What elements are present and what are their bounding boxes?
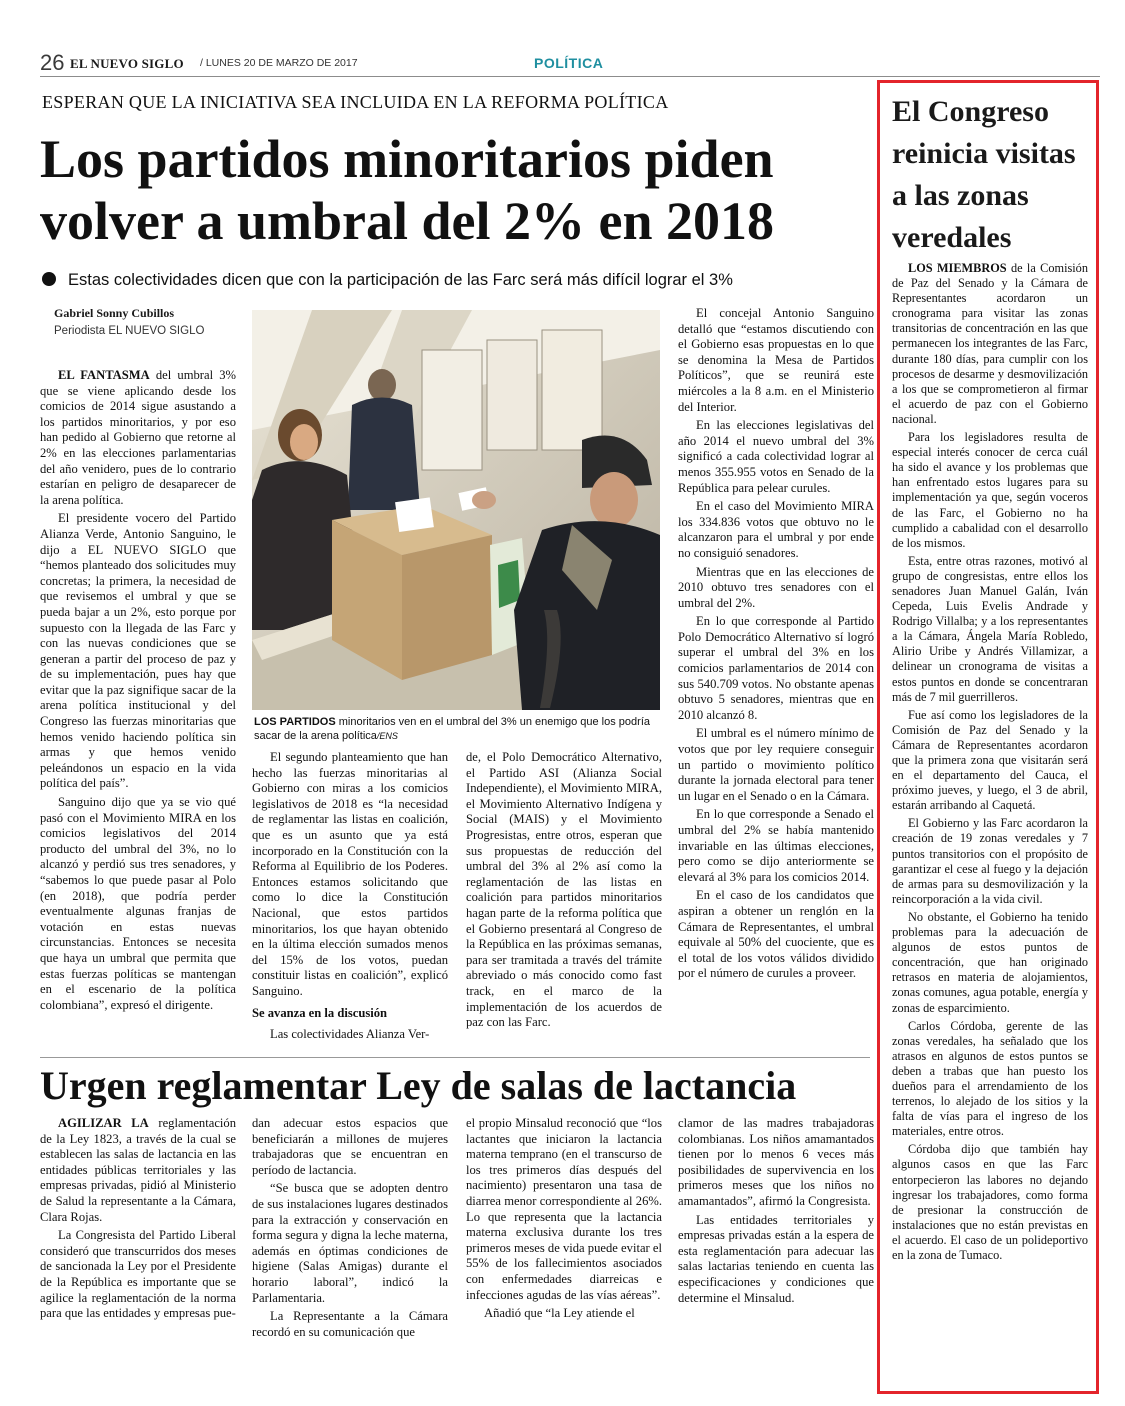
sidebar-body: [892, 261, 1088, 1266]
paragraph: dan adecuar estos espacios que beneficiarán a millones de mujeres trabajadoras que se encuentran en período de lactancia.: [252, 1116, 448, 1177]
paragraph: Córdoba dijo que también hay algunos casos en que las Farc entorpecieron las labores no dejando ingresar los trabajadores, como forma de presionar la construcción de instalaciones que no están previstas en el acuerdo. El caso de un polideportivo en la zona de Tumaco.: [892, 1142, 1088, 1262]
story-divider: [40, 1057, 870, 1058]
paragraph: En las elecciones legislativas del año 2014 el nuevo umbral del 3% significó a cada colectividad lograr al menos 355.955 votos en Senado de la República para pelear curules.: [678, 418, 874, 495]
caption-lead: LOS PARTIDOS: [254, 716, 336, 728]
paragraph: de, el Polo Democrático Alternativo, el Partido ASI (Alianza Social Independiente), el Movimiento MIRA, el Movimiento Alternativo Indígena y Social (MAIS) y el Movimiento Progresistas, entre otros, esperan que sus propuestas de reducción del umbral del 3% al 2% así como la reglamentación de las listas en coalición para partidos minoritarios hagan parte de la reforma política que el Gobierno presentará al Congreso de la República en las próximas semanas, para ser tramitada a través del trámite abreviado o más conocido como fast track, en el marco de la implementación de los acuerdos de paz con las Farc.: [466, 750, 662, 1030]
byline: [54, 306, 204, 337]
paragraph: EL FANTASMA del umbral 3% que se viene aplicando desde los comicios de 2014 sigue asustando a los partidos minoritarios, y por eso han pedido al Gobierno que retorne al 2% en las elecciones parlamentarias del año venidero, pues de lo contrario estarían en peligro de desaparecer de la arena política.: [40, 368, 236, 507]
paragraph: El Gobierno y las Farc acordaron la creación de 19 zonas veredales y 7 puntos transitorios con el propósito de garantizar el cese al fuego y la dejación de armas para su desmovilización y la reincorporación a la vida civil.: [892, 816, 1088, 906]
paragraph: Las entidades territoriales y empresas privadas están a la espera de esta reglamentación para adecuar las salas lactarias teniendo en cuenta las especificaciones y condiciones que determine el Minsalud.: [678, 1212, 874, 1305]
main-column-4: [678, 306, 874, 985]
main-headline: [40, 128, 870, 252]
paragraph: La Congresista del Partido Liberal consideró que transcurridos dos meses de sancionada la Ley por el Presidente de la República es importante que se agilice la reglamentación de la norma para que las entidades y empresas pue-: [40, 1228, 236, 1321]
paragraph: En el caso de los candidatos que aspiran a obtener un renglón en la Cámara de Representantes, el umbral equivale al 50% del cuociente, que es el total de los votos válidos dividido por el número de curules a proveer.: [678, 888, 874, 981]
ballot-box-photo: [252, 310, 660, 710]
byline-author: Gabriel Sonny Cubillos: [54, 306, 175, 320]
photo-caption: [254, 715, 659, 743]
caption-text: minoritarios ven en el umbral del 3% un enemigo que los podría sacar de la arena política: [254, 716, 650, 742]
paragraph: clamor de las madres trabajadoras colombianas. Los niños amamantados tienen por lo menos 6 veces más posibilidades de supervivencia en los primeros meses que los niños no amamantados”, afirmó la Congresista.: [678, 1116, 874, 1208]
paragraph: En lo que corresponde a Senado el umbral del 2% se había mantenido invariable en las últimas elecciones, pero como se dijo anteriormente se elevará al 3% para los comicios 2014.: [678, 807, 874, 884]
paragraph: Sanguino dijo que ya se vio qué pasó con el Movimiento MIRA en los comicios legislativos del 2014 producto del umbral del 3%, no lo alcanzó y perdió sus tres senadores, y “sabemos lo que puede pasar al Polo (en 2018), que podría perder eventualmente algunas franjas de votación en estas nuevas circunstancias. Entonces se necesita que haya un umbral que permita que estas fuerzas políticas se mantengan en el escenario de la política colombiana”, expresó el dirigente.: [40, 795, 236, 1012]
main-deck: [42, 271, 733, 290]
main-headline-line1: Los partidos minoritarios piden: [40, 129, 774, 189]
lead-in: EL FANTASMA: [58, 368, 150, 382]
page-number: 26: [40, 50, 65, 75]
main-column-3: [466, 750, 662, 1034]
second-column-1: [40, 1116, 236, 1325]
main-column-1: [40, 368, 236, 1016]
photo-illustration: [252, 310, 660, 710]
paragraph: Las colectividades Alianza Ver-: [270, 1027, 430, 1042]
paragraph: el propio Minsalud reconoció que “los lactantes que iniciaron la lactancia materna temprano (en el transcurso de los tres primeros días después del nacimiento) presentaron una tasa de diarrea menor correspondiente al 26%. Lo que representa que la lactancia materna exclusiva durante los tres primeros meses de vida puede evitar el 55% de los fallecimientos asociados con enfermedades diarreicas e infecciones agudas de las vías aéreas”.: [466, 1116, 662, 1302]
paragraph: El presidente vocero del Partido Alianza Verde, Antonio Sanguino, le dijo a EL NUEVO SIGLO que “hemos planteado dos solicitudes muy concretas; la primera, la necesidad de que revisemos el umbral y que se pueda bajar a un 2%, esto porque por supuesto con la llegada de las Farc y con las nuevas condiciones que se generan a partir del proceso de paz y de su implementación, pues hay que evitar que la paz signifique sacar de la arena política institucional y del Congreso las fuerzas minoritarias que hemos venido haciendo política sin armas y que hemos venido peleándonos un espacio en la vida política del país”.: [40, 511, 236, 791]
paragraph: Añadió que “la Ley atiende el: [484, 1306, 635, 1321]
subheading: Se avanza en la discusión: [252, 1005, 388, 1020]
main-deck-text: Estas colectividades dicen que con la participación de las Farc será más difícil lograr el 3%: [68, 271, 733, 289]
sidebar-headline: El Congreso reinicia visitas a las zonas veredales: [892, 95, 1076, 254]
paragraph: En lo que corresponde al Partido Polo Democrático Alternativo sí logró superar el umbral del 3% en los comicios parlamentarios de 2014 con sus 540.709 votos. No obstante apenas obtuvo 5 senadores, mientras que en 2010 alcanzó 8.: [678, 614, 874, 722]
second-column-2: [252, 1116, 448, 1343]
section-label: POLÍTICA: [534, 55, 604, 71]
second-column-4: [678, 1116, 874, 1309]
paragraph: Para los legisladores resulta de especial interés conocer de cerca cuál ha sido el avance y los problemas que han enfrentado estos lugares para su implementación ya que, según voceros de las Farc, el Gobierno no ha cumplido a cabalidad con el desarrollo de los mismos.: [892, 430, 1088, 550]
paragraph: LOS MIEMBROS de la Comisión de Paz del Senado y la Cámara de Representantes acordaron un cronograma para visitar las zonas transitorias de concentración en las que permanecen los integrantes de las Farc, durante 180 días, para cumplir con los procesos de desarme y desmovilización a los que se comprometieron al firmar el acuerdo de paz con el Gobierno nacional.: [892, 261, 1088, 426]
newspaper-name: EL NUEVO SIGLO: [70, 56, 184, 71]
sidebar-box: [877, 80, 1099, 1394]
second-headline: Urgen reglamentar Ley de salas de lactancia: [40, 1063, 797, 1108]
lead-in: AGILIZAR LA: [58, 1116, 149, 1130]
byline-role: Periodista EL NUEVO SIGLO: [54, 325, 205, 337]
issue-date: / LUNES 20 DE MARZO DE 2017: [200, 57, 358, 69]
lead-in: LOS MIEMBROS: [908, 261, 1007, 275]
photo-credit: /ENS: [376, 731, 398, 741]
bullet-icon: [42, 272, 56, 286]
paragraph: En el caso del Movimiento MIRA los 334.836 votos que obtuvo no le alcanzaron para el umbral y por ende no consiguió senadores.: [678, 499, 874, 560]
paragraph: El segundo planteamiento que han hecho las fuerzas minoritarias al Gobierno con miras a los comicios legislativos de 2018 es “la necesidad de reglamentar las listas en coalición, que es un asunto que ya está incorporado en la Constitución con la Reforma al Equilibrio de los Poderes. Entonces estamos solicitando que como lo dice la Constitución Nacional, que estos partidos minoritarios, los que hayan obtenido en la última elección sumados menos del 15% de los votos, puedan constituir listas en coalición”, explicó Sanguino.: [252, 750, 448, 998]
paragraph: “Se busca que se adopten dentro de sus instalaciones lugares destinados para la extracción y conservación en forma segura y digna la leche materna, además en óptimas condiciones de higiene (Salas Amigas) durante el horario laboral”, indicó la Parlamentaria.: [252, 1181, 448, 1305]
main-kicker: ESPERAN QUE LA INICIATIVA SEA INCLUIDA EN LA REFORMA POLÍTICA: [42, 92, 669, 112]
paragraph: El concejal Antonio Sanguino detalló que “estamos discutiendo con el Gobierno esas propuestas en lo que se denomina la Mesa de Partidos Políticos”, que se reunirá este miércoles a la 8 a.m. en el Ministerio del Interior.: [678, 306, 874, 414]
paragraph: Mientras que en las elecciones de 2010 obtuvo tres senadores con el umbral del 2%.: [678, 564, 874, 610]
second-column-3: [466, 1116, 662, 1325]
paragraph: El umbral es el número mínimo de votos que por ley requiere conseguir un partido o movimiento político durante la jornada electoral para tener un lugar en el Senado o en la Cámara.: [678, 726, 874, 803]
paragraph: Esta, entre otras razones, motivó al grupo de congresistas, entre ellos los senadores Juan Manuel Galán, Iván Cepeda, Luis Evelis Andrade y Rodrigo Villalba; y a los representantes a la Cámara, Ángela María Robledo, Alirio Uribe y Andrés Villamizar, a delinear un cronograma de visitas a estos puntos en donde se concentraran más de 7 mil guerrilleros.: [892, 553, 1088, 704]
main-column-2: [252, 750, 448, 1043]
paragraph: Fue así como los legisladores de la Comisión de Paz del Senado y la Cámara de Representantes acordaron que la primera zona que visitarán será en el departamento del Cauca, el próximo jueves, y luego, el 3 de abril, estarán arribando al Caquetá.: [892, 707, 1088, 813]
paragraph: Carlos Córdoba, gerente de las zonas veredales, ha señalado que los atrasos en algunos de estos puntos se deben a trabas que han puesto los dueños para el arrendamiento de los terrenos, lo alejado de los sitios y la falta de vías para el ingreso de los materiales, entre otros.: [892, 1018, 1088, 1139]
paragraph: La Representante a la Cámara recordó en su comunicación que: [252, 1309, 448, 1339]
paragraph: No obstante, el Gobierno ha tenido problemas para la adecuación de algunos de estos puntos de concentración, que han originado retrasos en materia de alojamientos, zonas comunes, agua potable, energía y zonas de esparcimiento.: [892, 909, 1088, 1015]
page-header: [40, 50, 1100, 77]
main-headline-line2: volver a umbral del 2% en 2018: [40, 191, 774, 251]
paragraph: AGILIZAR LA reglamentación de la Ley 1823, a través de la cual se establecen las salas de lactancia en las entidades públicas territoriales y las empresas privadas, pidió al Ministerio de Salud la representante a la Cámara, Clara Rojas.: [40, 1116, 236, 1224]
